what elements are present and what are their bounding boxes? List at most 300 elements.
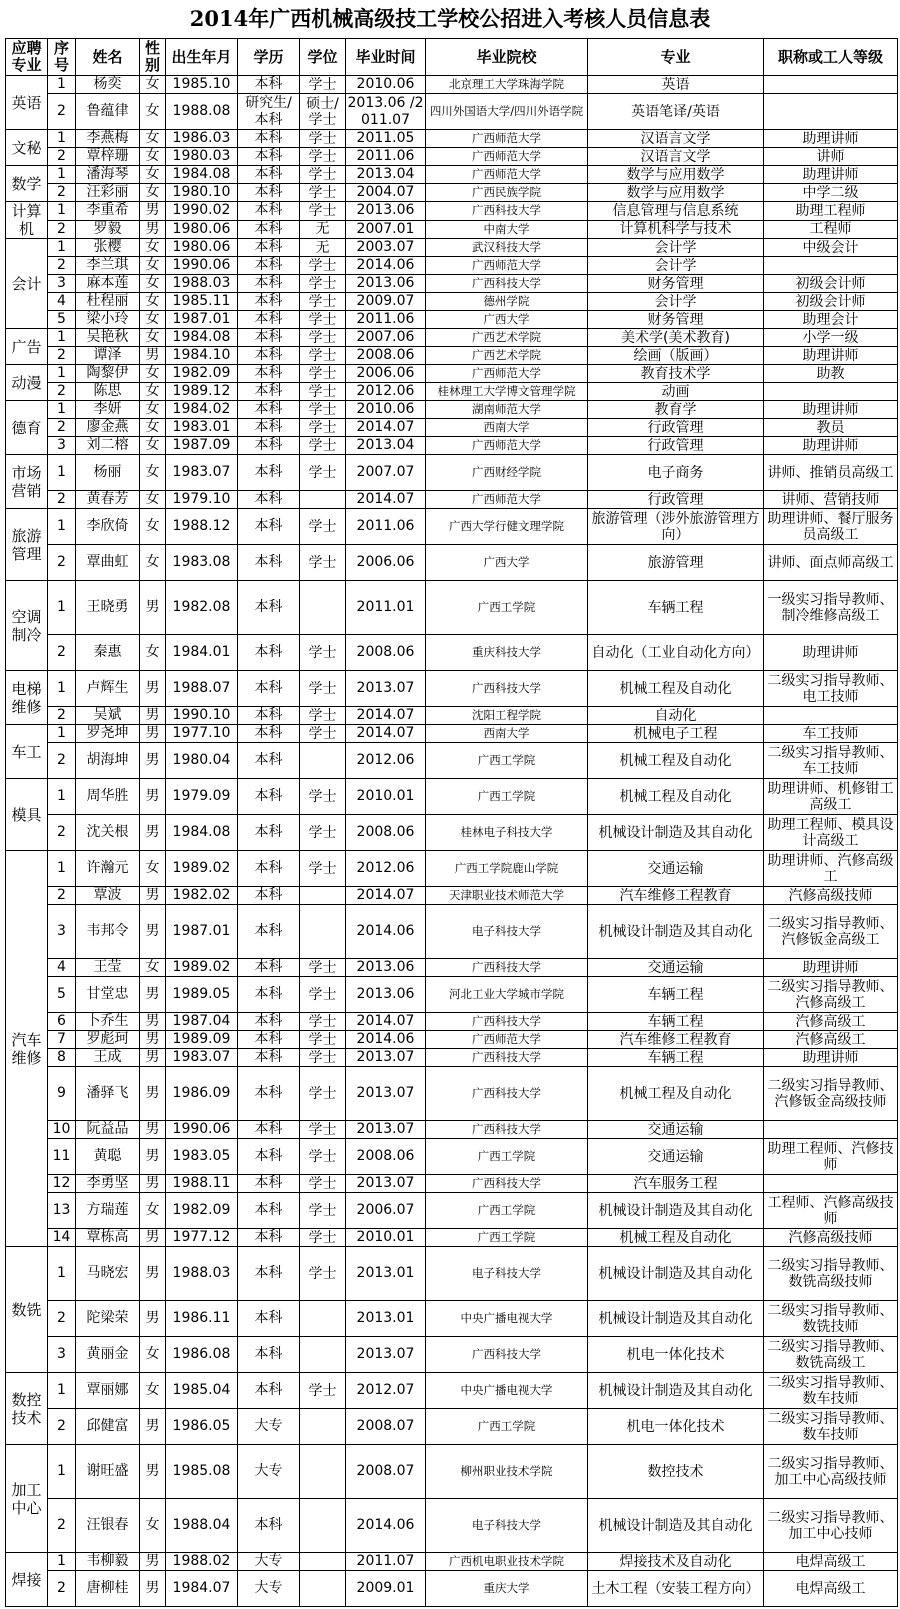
row-school: 河北工业大学城市学院 [426, 977, 588, 1013]
row-degree: 学士 [300, 365, 346, 383]
row-education: 本科 [238, 671, 300, 707]
row-title: 助理讲师、汽修高级工 [764, 851, 898, 887]
row-title: 助教 [764, 365, 898, 383]
table-row [6, 275, 898, 293]
row-school: 广西师范大学 [426, 166, 588, 184]
row-gender: 女 [140, 959, 166, 977]
row-education: 本科 [238, 887, 300, 905]
row-name: 阮益品 [76, 1121, 140, 1139]
table-row [6, 329, 898, 347]
table-row [6, 743, 898, 779]
row-education: 本科 [238, 1229, 300, 1247]
row-gender: 男 [140, 581, 166, 635]
row-specialty: 土木工程（安装工程方向） [588, 1571, 764, 1607]
group-major: 模具 [6, 779, 48, 851]
row-specialty: 计算机科学与技术 [588, 220, 764, 239]
row-gender: 男 [140, 1229, 166, 1247]
row-education: 本科 [238, 635, 300, 671]
row-education: 本科 [238, 545, 300, 581]
row-title: 助理讲师 [764, 130, 898, 148]
header-gender: 性别 [140, 39, 166, 76]
row-name: 杨奕 [76, 76, 140, 94]
row-name: 卜乔生 [76, 1013, 140, 1031]
table-row [6, 509, 898, 545]
group-major: 车工 [6, 725, 48, 779]
row-graduation: 2014.07 [346, 491, 426, 509]
group-major: 德育 [6, 401, 48, 455]
row-birth: 1977.12 [166, 1229, 238, 1247]
row-name: 汪彩丽 [76, 184, 140, 202]
table-row [6, 905, 898, 959]
row-graduation: 2008.06 [346, 347, 426, 365]
row-gender: 女 [140, 275, 166, 293]
table-row [6, 1373, 898, 1409]
row-name: 黄春芳 [76, 491, 140, 509]
row-birth: 1988.08 [166, 94, 238, 130]
row-name: 梁小玲 [76, 311, 140, 329]
row-name: 陶黎伊 [76, 365, 140, 383]
row-school: 西南大学 [426, 419, 588, 437]
row-title: 中学二级 [764, 184, 898, 202]
row-gender: 女 [140, 239, 166, 257]
table-row [6, 851, 898, 887]
table-row [6, 1553, 898, 1571]
row-specialty: 机械设计制造及其自动化 [588, 1247, 764, 1301]
row-specialty: 财务管理 [588, 275, 764, 293]
row-specialty: 机械工程及自动化 [588, 671, 764, 707]
row-gender: 女 [140, 1337, 166, 1373]
row-birth: 1982.09 [166, 1193, 238, 1229]
row-birth: 1986.08 [166, 1337, 238, 1373]
row-birth: 1984.02 [166, 401, 238, 419]
table-row [6, 1409, 898, 1445]
table-row [6, 166, 898, 184]
row-title: 二级实习指导教师、数铣技师 [764, 1301, 898, 1337]
row-birth: 1987.01 [166, 905, 238, 959]
row-title: 汽修高级工 [764, 1031, 898, 1049]
row-school: 广西师范大学 [426, 148, 588, 166]
row-title: 二级实习指导教师、汽修高级工 [764, 977, 898, 1013]
table-row [6, 1247, 898, 1301]
table-row [6, 148, 898, 166]
row-title: 一级实习指导教师、制冷维修高级工 [764, 581, 898, 635]
group-major: 市场营销 [6, 455, 48, 509]
row-education: 本科 [238, 509, 300, 545]
row-title: 二级实习指导教师、数车技师 [764, 1409, 898, 1445]
row-degree: 学士 [300, 1247, 346, 1301]
header-index: 序号 [48, 39, 76, 76]
row-graduation: 2009.07 [346, 293, 426, 311]
row-index: 2 [48, 220, 76, 239]
row-education: 本科 [238, 851, 300, 887]
row-graduation: 2008.06 [346, 635, 426, 671]
row-specialty: 机械设计制造及其自动化 [588, 815, 764, 851]
row-education: 本科 [238, 815, 300, 851]
row-birth: 1983.07 [166, 455, 238, 491]
header-name: 姓名 [76, 39, 140, 76]
row-name: 麻本莲 [76, 275, 140, 293]
row-birth: 1988.07 [166, 671, 238, 707]
table-row [6, 347, 898, 365]
row-degree: 学士 [300, 671, 346, 707]
row-gender: 男 [140, 202, 166, 221]
row-birth: 1982.02 [166, 887, 238, 905]
row-birth: 1984.01 [166, 635, 238, 671]
row-specialty: 数学与应用数学 [588, 184, 764, 202]
row-school: 广西民族学院 [426, 184, 588, 202]
row-education: 本科 [238, 148, 300, 166]
row-specialty: 机电一体化技术 [588, 1409, 764, 1445]
row-graduation: 2008.06 [346, 1139, 426, 1175]
row-birth: 1986.11 [166, 1301, 238, 1337]
row-education: 本科 [238, 419, 300, 437]
row-index: 1 [48, 166, 76, 184]
row-name: 罗毅 [76, 220, 140, 239]
row-gender: 男 [140, 905, 166, 959]
row-name: 黄聪 [76, 1139, 140, 1175]
table-row [6, 545, 898, 581]
row-degree: 无 [300, 239, 346, 257]
row-index: 1 [48, 1553, 76, 1571]
row-title [764, 707, 898, 725]
row-title: 助理讲师、机修钳工高级工 [764, 779, 898, 815]
row-school: 桂林电子科技大学 [426, 815, 588, 851]
table-row [6, 959, 898, 977]
row-education: 大专 [238, 1553, 300, 1571]
row-name: 廖金燕 [76, 419, 140, 437]
row-graduation: 2008.06 [346, 815, 426, 851]
row-title [764, 1175, 898, 1193]
table-row [6, 491, 898, 509]
row-gender: 男 [140, 1031, 166, 1049]
group-major: 数控技术 [6, 1373, 48, 1445]
row-degree: 学士 [300, 148, 346, 166]
row-specialty: 会计学 [588, 257, 764, 275]
row-birth: 1985.04 [166, 1373, 238, 1409]
row-gender: 男 [140, 743, 166, 779]
row-name: 李重希 [76, 202, 140, 221]
row-name: 邱健富 [76, 1409, 140, 1445]
row-birth: 1985.10 [166, 76, 238, 94]
group-major: 数铣 [6, 1247, 48, 1373]
row-gender: 男 [140, 1409, 166, 1445]
row-gender: 男 [140, 220, 166, 239]
row-birth: 1983.07 [166, 1049, 238, 1067]
row-degree: 学士 [300, 76, 346, 94]
row-birth: 1988.03 [166, 275, 238, 293]
row-index: 1 [48, 1445, 76, 1499]
row-degree [300, 1409, 346, 1445]
row-birth: 1984.08 [166, 815, 238, 851]
row-title: 中级会计 [764, 239, 898, 257]
row-graduation: 2004.07 [346, 184, 426, 202]
row-degree: 学士 [300, 851, 346, 887]
row-gender: 男 [140, 815, 166, 851]
row-graduation: 2008.07 [346, 1409, 426, 1445]
row-title: 讲师、面点师高级工 [764, 545, 898, 581]
row-gender: 女 [140, 635, 166, 671]
header-school: 毕业院校 [426, 39, 588, 76]
row-education: 本科 [238, 491, 300, 509]
row-index: 1 [48, 239, 76, 257]
row-degree [300, 1499, 346, 1553]
row-gender: 女 [140, 311, 166, 329]
row-education: 本科 [238, 1049, 300, 1067]
table-row [6, 581, 898, 635]
table-row [6, 1229, 898, 1247]
row-name: 刘二榕 [76, 437, 140, 455]
row-graduation: 2014.06 [346, 905, 426, 959]
row-index: 2 [48, 491, 76, 509]
row-education: 本科 [238, 725, 300, 743]
row-specialty: 旅游管理（涉外旅游管理方向） [588, 509, 764, 545]
row-birth: 1979.09 [166, 779, 238, 815]
row-graduation: 2013.07 [346, 1337, 426, 1373]
table-row [6, 1049, 898, 1067]
row-title: 助理讲师 [764, 635, 898, 671]
row-birth: 1986.05 [166, 1409, 238, 1445]
row-degree: 学士 [300, 977, 346, 1013]
row-education: 本科 [238, 184, 300, 202]
row-degree: 学士 [300, 275, 346, 293]
row-specialty: 机械电子工程 [588, 725, 764, 743]
row-education: 本科 [238, 1067, 300, 1121]
row-gender: 男 [140, 1049, 166, 1067]
row-name: 秦惠 [76, 635, 140, 671]
row-index: 2 [48, 887, 76, 905]
row-degree: 学士 [300, 329, 346, 347]
table-row [6, 257, 898, 275]
table-row [6, 671, 898, 707]
row-index: 1 [48, 1247, 76, 1301]
row-index: 3 [48, 275, 76, 293]
row-index: 5 [48, 977, 76, 1013]
row-specialty: 行政管理 [588, 491, 764, 509]
row-name: 杜程丽 [76, 293, 140, 311]
row-degree: 学士 [300, 1229, 346, 1247]
row-education: 本科 [238, 329, 300, 347]
row-name: 黄丽金 [76, 1337, 140, 1373]
row-school: 广西科技大学 [426, 202, 588, 221]
row-graduation: 2013.06 [346, 202, 426, 221]
row-gender: 女 [140, 455, 166, 491]
row-graduation: 2014.06 [346, 1499, 426, 1553]
row-index: 1 [48, 130, 76, 148]
row-specialty: 数控技术 [588, 1445, 764, 1499]
row-education: 本科 [238, 1499, 300, 1553]
row-gender: 男 [140, 1445, 166, 1499]
row-specialty: 教育技术学 [588, 365, 764, 383]
row-specialty: 会计学 [588, 239, 764, 257]
row-specialty: 交通运输 [588, 851, 764, 887]
row-gender: 男 [140, 887, 166, 905]
row-graduation: 2013.04 [346, 437, 426, 455]
row-name: 潘驿飞 [76, 1067, 140, 1121]
row-degree: 学士 [300, 347, 346, 365]
row-specialty: 电子商务 [588, 455, 764, 491]
row-graduation: 2006.06 [346, 545, 426, 581]
row-graduation: 2014.06 [346, 1031, 426, 1049]
row-specialty: 教育学 [588, 401, 764, 419]
row-education: 本科 [238, 130, 300, 148]
header-birth: 出生年月 [166, 39, 238, 76]
row-title: 二级实习指导教师、加工中心技师 [764, 1499, 898, 1553]
table-row [6, 184, 898, 202]
row-name: 胡海坤 [76, 743, 140, 779]
row-index: 3 [48, 1337, 76, 1373]
row-school: 广西工学院 [426, 743, 588, 779]
row-graduation: 2013.06 [346, 959, 426, 977]
row-index: 4 [48, 959, 76, 977]
group-major: 加工中心 [6, 1445, 48, 1553]
row-name: 覃梓珊 [76, 148, 140, 166]
row-index: 1 [48, 1373, 76, 1409]
row-specialty: 汉语言文学 [588, 130, 764, 148]
row-graduation: 2014.06 [346, 257, 426, 275]
row-title: 讲师、推销员高级工 [764, 455, 898, 491]
row-specialty: 机械工程及自动化 [588, 1067, 764, 1121]
row-index: 3 [48, 437, 76, 455]
row-birth: 1982.08 [166, 581, 238, 635]
row-index: 1 [48, 365, 76, 383]
row-gender: 女 [140, 851, 166, 887]
row-school: 武汉科技大学 [426, 239, 588, 257]
row-graduation: 2013.06 [346, 275, 426, 293]
table-row [6, 1031, 898, 1049]
row-title: 助理讲师 [764, 1049, 898, 1067]
row-graduation: 2007.07 [346, 455, 426, 491]
row-gender: 男 [140, 1139, 166, 1175]
row-school: 西南大学 [426, 725, 588, 743]
row-gender: 女 [140, 76, 166, 94]
row-graduation: 2006.07 [346, 1193, 426, 1229]
row-graduation: 2010.01 [346, 1229, 426, 1247]
row-graduation: 2012.07 [346, 1373, 426, 1409]
row-graduation: 2007.06 [346, 329, 426, 347]
row-gender: 女 [140, 1193, 166, 1229]
table-row [6, 419, 898, 437]
row-graduation: 2007.01 [346, 220, 426, 239]
row-school: 湖南师范大学 [426, 401, 588, 419]
row-name: 覃丽娜 [76, 1373, 140, 1409]
table-row [6, 1013, 898, 1031]
row-specialty: 机械工程及自动化 [588, 1229, 764, 1247]
table-row [6, 239, 898, 257]
row-name: 韦邦令 [76, 905, 140, 959]
row-specialty: 机械设计制造及其自动化 [588, 1373, 764, 1409]
table-body [6, 76, 898, 1607]
row-gender: 女 [140, 148, 166, 166]
row-name: 王莹 [76, 959, 140, 977]
row-school: 广西大学 [426, 545, 588, 581]
row-education: 本科 [238, 437, 300, 455]
row-title [764, 76, 898, 94]
row-gender: 女 [140, 130, 166, 148]
row-school: 天津职业技术师范大学 [426, 887, 588, 905]
row-education: 本科 [238, 959, 300, 977]
row-education: 本科 [238, 1013, 300, 1031]
row-birth: 1980.06 [166, 220, 238, 239]
table-row [6, 1121, 898, 1139]
row-index: 1 [48, 455, 76, 491]
row-birth: 1980.06 [166, 239, 238, 257]
row-school: 广西大学 [426, 311, 588, 329]
table-row [6, 94, 898, 130]
row-degree [300, 743, 346, 779]
group-major: 英语 [6, 76, 48, 130]
row-name: 罗彪珂 [76, 1031, 140, 1049]
row-gender: 女 [140, 94, 166, 130]
row-specialty: 旅游管理 [588, 545, 764, 581]
row-school: 广西工学院 [426, 1139, 588, 1175]
row-title: 二级实习指导教师、电工技师 [764, 671, 898, 707]
table-row [6, 977, 898, 1013]
table-row [6, 779, 898, 815]
row-specialty: 行政管理 [588, 419, 764, 437]
row-school: 广西大学行健文理学院 [426, 509, 588, 545]
row-birth: 1983.08 [166, 545, 238, 581]
row-gender: 女 [140, 365, 166, 383]
row-index: 2 [48, 1571, 76, 1607]
row-degree: 学士 [300, 707, 346, 725]
row-education: 本科 [238, 1373, 300, 1409]
row-degree: 学士 [300, 779, 346, 815]
row-gender: 男 [140, 671, 166, 707]
row-index: 2 [48, 347, 76, 365]
row-school: 广西师范大学 [426, 1031, 588, 1049]
table-row [6, 1499, 898, 1553]
row-title: 二级实习指导教师、汽修钣金高级技师 [764, 1067, 898, 1121]
group-major: 电梯维修 [6, 671, 48, 725]
header-specialty: 专业 [588, 39, 764, 76]
row-name: 周华胜 [76, 779, 140, 815]
row-education: 大专 [238, 1445, 300, 1499]
row-degree: 学士 [300, 401, 346, 419]
row-degree: 学士 [300, 1373, 346, 1409]
row-education: 本科 [238, 202, 300, 221]
row-name: 李妍 [76, 401, 140, 419]
row-name: 卢辉生 [76, 671, 140, 707]
row-index: 11 [48, 1139, 76, 1175]
row-school: 广西工学院 [426, 779, 588, 815]
row-degree [300, 491, 346, 509]
row-gender: 女 [140, 419, 166, 437]
row-title: 二级实习指导教师、车工技师 [764, 743, 898, 779]
table-row [6, 455, 898, 491]
row-education: 研究生/本科 [238, 94, 300, 130]
row-degree: 学士 [300, 1139, 346, 1175]
row-gender: 女 [140, 401, 166, 419]
row-education: 本科 [238, 401, 300, 419]
row-name: 汪银春 [76, 1499, 140, 1553]
row-birth: 1990.06 [166, 1121, 238, 1139]
row-school: 中南大学 [426, 220, 588, 239]
row-school: 中央广播电视大学 [426, 1373, 588, 1409]
row-gender: 女 [140, 383, 166, 401]
row-birth: 1983.05 [166, 1139, 238, 1175]
row-specialty: 信息管理与信息系统 [588, 202, 764, 221]
row-title: 助理讲师、餐厅服务员高级工 [764, 509, 898, 545]
row-index: 10 [48, 1121, 76, 1139]
row-education: 本科 [238, 166, 300, 184]
row-title: 助理讲师 [764, 959, 898, 977]
row-education: 本科 [238, 383, 300, 401]
row-school: 广西师范大学 [426, 257, 588, 275]
row-birth: 1988.03 [166, 1247, 238, 1301]
table-row [6, 1301, 898, 1337]
row-index: 1 [48, 76, 76, 94]
row-school: 广西师范大学 [426, 491, 588, 509]
